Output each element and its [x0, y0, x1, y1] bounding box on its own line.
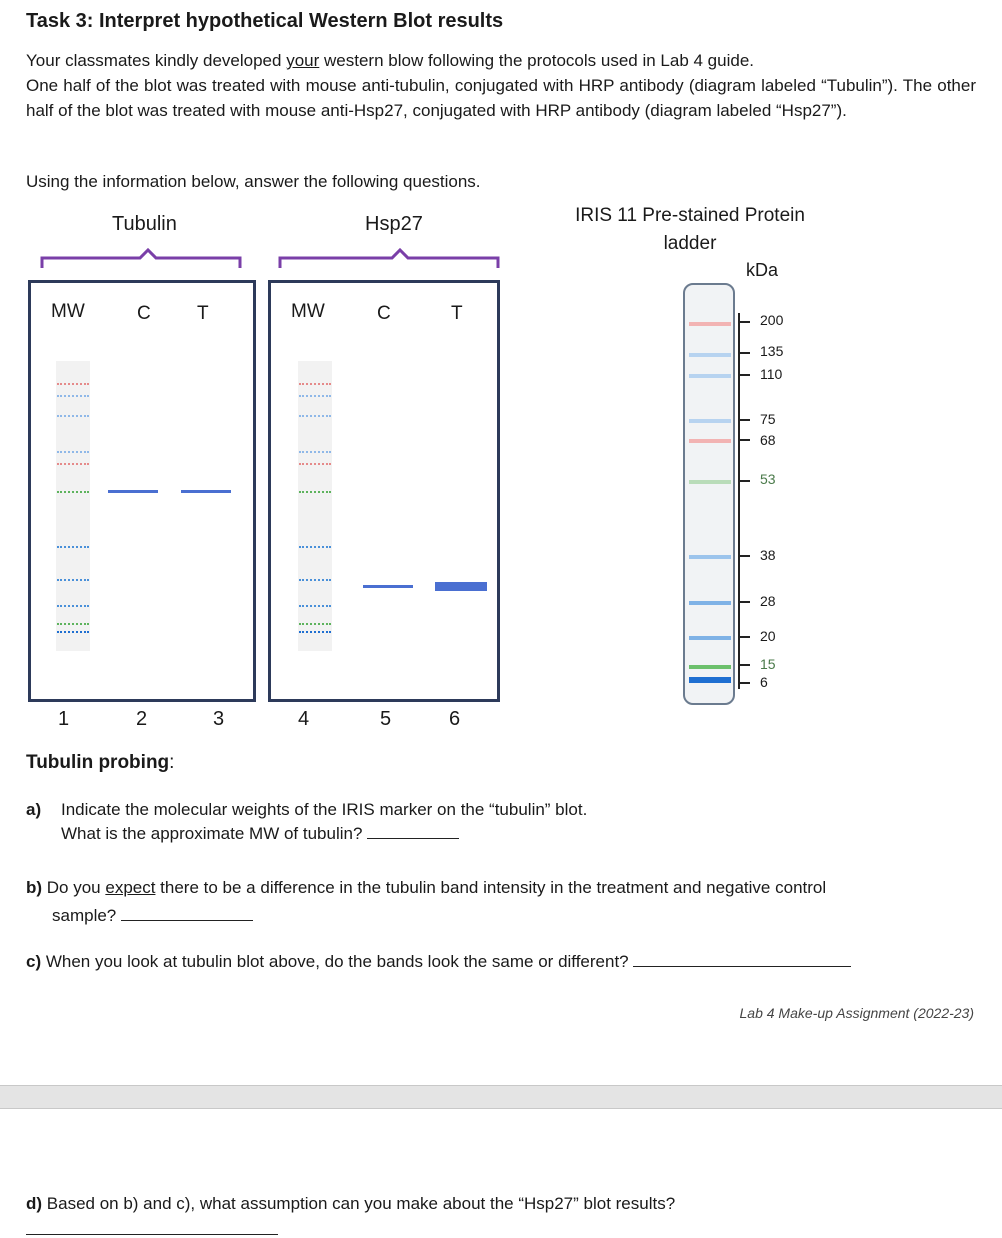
kda-75: 75 [760, 411, 776, 427]
question-b-line2: sample? [52, 903, 253, 928]
tubulin-control-band [108, 490, 158, 493]
hsp27-col-treatment: T [451, 303, 463, 324]
question-d: d) Based on b) and c), what assumption can you make about the “Hsp27” blot results? [26, 1194, 676, 1213]
question-a-line2: What is the approximate MW of tubulin? [61, 821, 459, 846]
hsp27-blot-label: Hsp27 [365, 213, 423, 235]
tubulin-col-control: C [137, 303, 151, 324]
tubulin-blot-label: Tubulin [112, 213, 177, 235]
kda-28: 28 [760, 593, 776, 609]
lane-number-4: 4 [298, 708, 310, 730]
page-break [0, 1085, 1002, 1109]
kda-200: 200 [760, 312, 784, 328]
answer-blank-b[interactable] [121, 906, 253, 921]
hsp27-mw-lane [298, 361, 332, 651]
footer-note: Lab 4 Make-up Assignment (2022-23) [739, 1005, 974, 1021]
intro-text-1a: Your classmates kindly developed [26, 51, 287, 70]
kda-135: 135 [760, 343, 784, 359]
kda-6: 6 [760, 674, 768, 690]
ladder-axis [738, 313, 740, 689]
answer-blank-a[interactable] [367, 824, 459, 839]
blot-brackets [0, 0, 1002, 300]
hsp27-col-mw: MW [291, 301, 325, 322]
kda-68: 68 [760, 432, 776, 448]
answer-blank-c[interactable] [633, 952, 851, 967]
question-b: b) Do you expect there to be a difference in the tubulin band intensity in the treatment and negative control [26, 878, 827, 897]
hsp27-treatment-band [435, 582, 487, 591]
tubulin-mw-lane [56, 361, 90, 651]
lane-number-2: 2 [136, 708, 148, 730]
answer-blank-d[interactable] [26, 1234, 278, 1235]
hsp27-col-control: C [377, 303, 391, 324]
ladder-title-line2: ladder [663, 233, 717, 254]
hsp27-blot [268, 280, 500, 702]
lane-number-6: 6 [449, 708, 461, 730]
tubulin-bracket [42, 250, 240, 268]
kda-53: 53 [760, 471, 776, 487]
kda-15: 15 [760, 656, 776, 672]
ladder-title-line1: IRIS 11 Pre-stained Protein [575, 205, 805, 226]
intro-text-underlined: your [286, 51, 320, 70]
hsp27-bracket [280, 250, 498, 268]
tubulin-blot [28, 280, 256, 702]
lane-number-1: 1 [58, 708, 70, 730]
tubulin-col-mw: MW [51, 301, 85, 322]
lane-number-5: 5 [380, 708, 392, 730]
kda-20: 20 [760, 628, 776, 644]
ladder-gel [683, 283, 735, 705]
kda-110: 110 [760, 366, 783, 382]
hsp27-control-band [363, 585, 413, 588]
instructions: Using the information below, answer the following questions. [26, 172, 481, 191]
tubulin-col-treatment: T [197, 303, 209, 324]
intro-text-2: One half of the blot was treated with mouse anti-tubulin, conjugated with HRP antibody (diagram labeled “Tubulin”). The other half of the blot was treated with mouse anti-Hsp27, conjugated with HRP antibody (diagram labeled “Hsp27”). [26, 76, 976, 120]
kda-38: 38 [760, 547, 776, 563]
tubulin-probing-heading: Tubulin probing: [26, 752, 175, 773]
question-c: c) When you look at tubulin blot above, do the bands look the same or different? [26, 949, 851, 974]
tubulin-treatment-band [181, 490, 231, 493]
question-a: a) Indicate the molecular weights of the IRIS marker on the “tubulin” blot. [26, 800, 588, 819]
intro-text-1b: western blow following the protocols used in Lab 4 guide. [319, 51, 754, 70]
task-title: Task 3: Interpret hypothetical Western Blot results [26, 10, 504, 32]
ladder-unit: kDa [746, 260, 779, 280]
lane-number-3: 3 [213, 708, 225, 730]
